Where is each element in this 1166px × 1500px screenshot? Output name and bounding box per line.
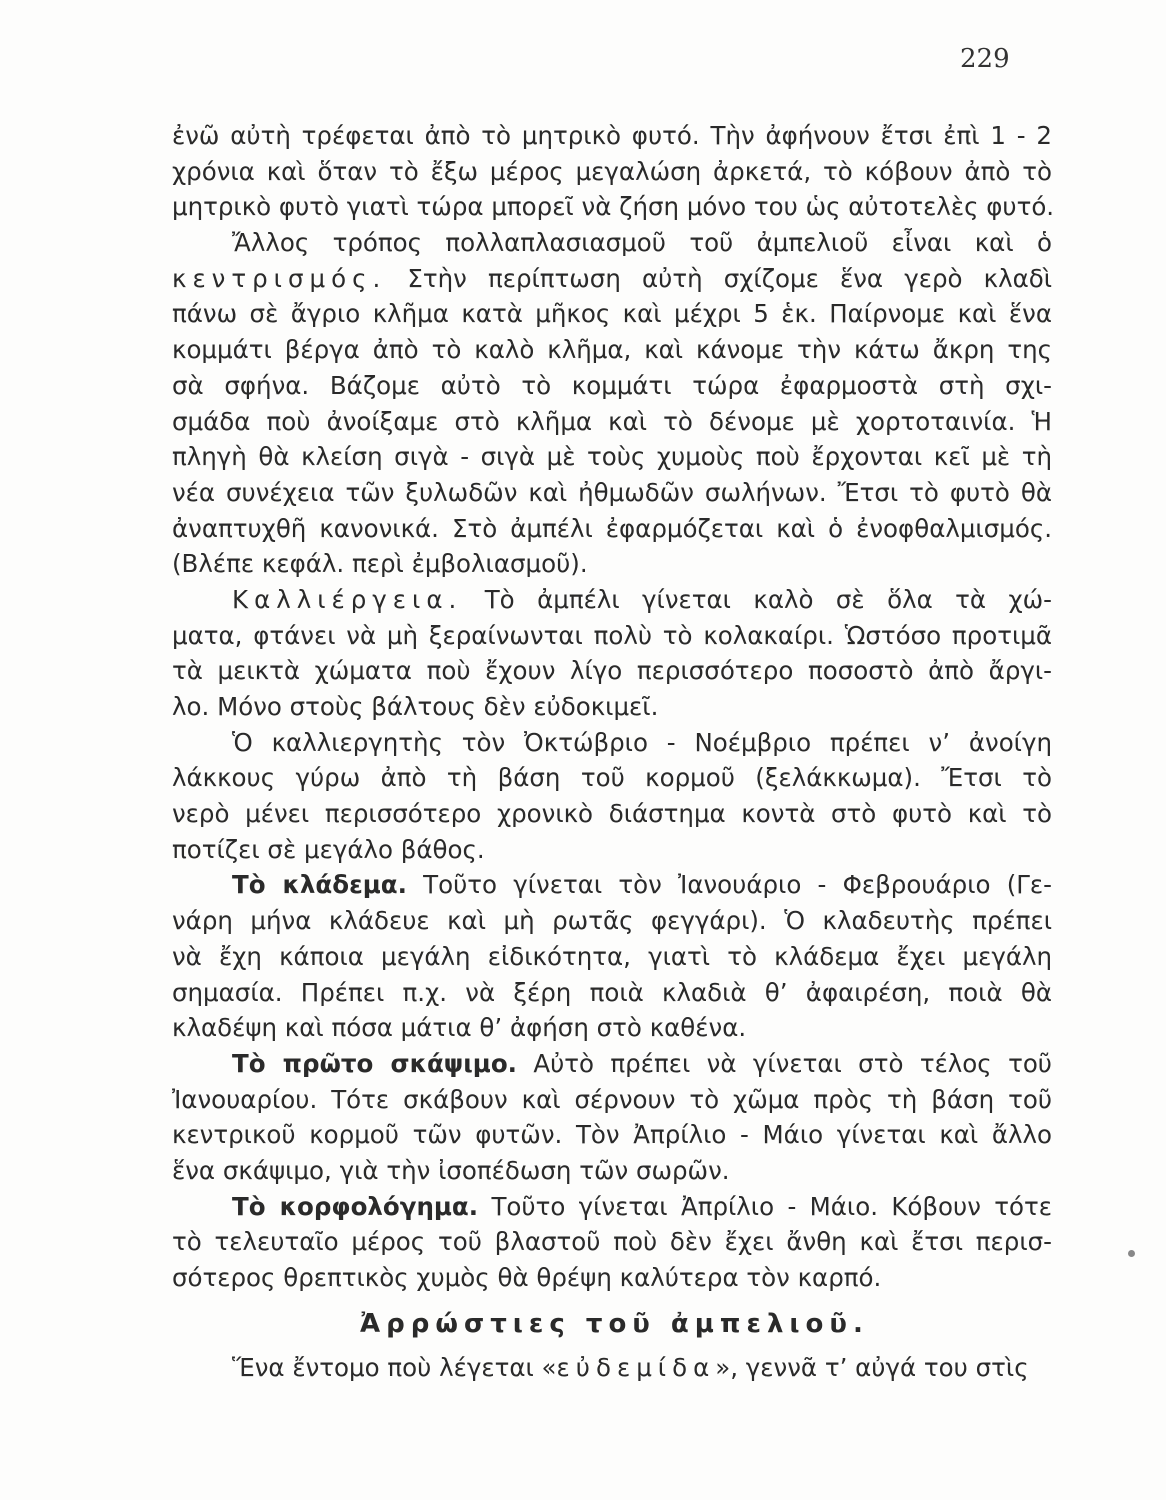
text-span: Αὐτὸ πρέπει νὰ γίνεται στὸ τέλος τοῦ: [533, 1048, 1052, 1078]
subheading-kalliergeia: Καλλιέργεια.: [232, 584, 463, 614]
text-line: Ἄλλος τρόπος πολλαπλασιασμοῦ τοῦ ἀμπελιοῦ εἶναι καὶ ὁ: [232, 228, 1052, 258]
text-line: κεντρικοῦ κορμοῦ τῶν φυτῶν. Τὸν Ἀπρίλιο - Μάιο γίνεται καὶ ἄλλο: [172, 1120, 1052, 1150]
text-line: χρόνια καὶ ὅταν τὸ ἔξω μέρος μεγαλώση ἀρκετά, τὸ κόβουν ἀπὸ τὸ: [172, 156, 1052, 186]
term-eudemida: εὐδεμίδα: [556, 1352, 716, 1382]
text-span: », γεννᾶ τ’ αὐγά του στὶς: [715, 1352, 1029, 1382]
text-line: νάρη μήνα κλάδευε καὶ μὴ ρωτᾶς φεγγάρι). Ὁ κλαδευτὴς πρέπει: [172, 906, 1052, 936]
text-span: Τὸ ἀμπέλι γίνεται καλὸ σὲ ὅλα τὰ χώ-: [484, 584, 1052, 614]
text-line: τὰ μεικτὰ χώματα ποὺ ἔχουν λίγο περισσότερο ποσοστὸ ἀπὸ ἄργι-: [172, 656, 1052, 686]
text-line: ματα, φτάνει νὰ μὴ ξεραίνωνται πολὺ τὸ κολακαίρι. Ὡστόσο προτιμᾶ: [172, 620, 1052, 650]
text-line: σημασία. Πρέπει π.χ. νὰ ξέρη ποιὰ κλαδιὰ θ’ ἀφαιρέση, ποιὰ θὰ: [172, 977, 1052, 1007]
subheading-proto-skapsimo: Τὸ πρῶτο σκάψιμο.: [232, 1048, 517, 1078]
text-line: κλαδέψη καὶ πόσα μάτια θ’ ἀφήση στὸ καθένα.: [172, 1013, 747, 1043]
text-line: λάκκους γύρω ἀπὸ τὴ βάση τοῦ κορμοῦ (ξελάκκωμα). Ἔτσι τὸ: [172, 763, 1052, 793]
text-line: σότερος θρεπτικὸς χυμὸς θὰ θρέψη καλύτερα τὸν καρπό.: [172, 1263, 882, 1292]
text-line: νερὸ μένει περισσότερο χρονικὸ διάστημα κοντὰ στὸ φυτὸ καὶ τὸ: [172, 799, 1052, 829]
subheading-kladema: Τὸ κλάδεμα.: [232, 870, 407, 900]
text-line: ἕνα σκάψιμο, γιὰ τὴν ἰσοπέδωση τῶν σωρῶν.: [172, 1155, 730, 1185]
subheading-korfologima: Τὸ κορφολόγημα.: [232, 1191, 479, 1221]
text-line: Ἰανουαρίου. Τότε σκάβουν καὶ σέρνουν τὸ χῶμα πρὸς τὴ βάση τοῦ: [172, 1084, 1052, 1114]
text-line: μητρικὸ φυτὸ γιατὶ τώρα μπορεῖ νὰ ζήση μόνο του ὡς αὐτοτελὲς φυτό.: [172, 192, 1055, 222]
text-line: [172, 867, 1052, 903]
text-line: (Βλέπε κεφάλ. περὶ ἐμβολιασμοῦ).: [172, 549, 588, 579]
body-text: [172, 118, 1055, 1385]
text-line: πληγὴ θὰ κλείση σιγὰ - σιγὰ μὲ τοὺς χυμοὺς ποὺ ἔρχονται κεῖ μὲ τὴ: [172, 442, 1052, 472]
text-line: Ὁ καλλιεργητὴς τὸν Ὀκτώβριο - Νοέμβριο πρέπει ν’ ἀνοίγη: [232, 727, 1052, 757]
text-line: νὰ ἔχη κάποια μεγάλη εἰδικότητα, γιατὶ τὸ κλάδεμα ἔχει μεγάλη: [172, 941, 1052, 971]
text-line: νέα συνέχεια τῶν ξυλωδῶν καὶ ἠθμωδῶν σωλήνων. Ἔτσι τὸ φυτὸ θὰ: [172, 477, 1052, 507]
text-span: Στὴν περίπτωση αὐτὴ σχίζομε ἕνα γερὸ κλαδὶ: [407, 263, 1052, 293]
text-line: [172, 1189, 1052, 1225]
text-line: [172, 1350, 1052, 1386]
text-line: τὸ τελευταῖο μέρος τοῦ βλαστοῦ ποὺ δὲν ἔχει ἄνθη καὶ ἔτσι περισ-: [172, 1227, 1052, 1257]
text-line: [172, 1046, 1052, 1082]
text-line: [172, 582, 1052, 618]
text-line: πάνω σὲ ἄγριο κλῆμα κατὰ μῆκος καὶ μέχρι 5 ἑκ. Παίρνομε καὶ ἕνα: [172, 299, 1052, 329]
text-span: Ἕνα ἔντομο ποὺ λέγεται «: [232, 1352, 557, 1382]
text-line: ἐνῶ αὐτὴ τρέφεται ἀπὸ τὸ μητρικὸ φυτό. Τὴν ἀφήνουν ἔτσι ἐπὶ 1 - 2: [172, 121, 1052, 150]
text-line: [172, 261, 1052, 297]
text-line: ἀναπτυχθῆ κανονικά. Στὸ ἀμπέλι ἐφαρμόζεται καὶ ὁ ἐνοφθαλμισμός.: [172, 513, 1052, 543]
term-kentrismos: κεντρισμός.: [172, 263, 387, 293]
text-line: λο. Μόνο στοὺς βάλτους δὲν εὐδοκιμεῖ.: [172, 692, 659, 721]
text-line: ποτίζει σὲ μεγάλο βάθος.: [172, 834, 485, 864]
text-line: σὰ σφήνα. Βάζομε αὐτὸ τὸ κομμάτι τώρα ἐφαρμοστὰ στὴ σχι-: [172, 370, 1052, 400]
text-span: Τοῦτο γίνεται τὸν Ἰανουάριο - Φεβρουάριο (Γε-: [423, 870, 1053, 900]
text-line: κομμάτι βέργα ἀπὸ τὸ καλὸ κλῆμα, καὶ κάνομε τὴν κάτω ἄκρη της: [172, 335, 1052, 365]
text-span: Τοῦτο γίνεται Ἀπρίλιο - Μάιο. Κόβουν τότε: [491, 1191, 1053, 1221]
scan-speck: [1128, 1250, 1135, 1257]
text-line: σμάδα ποὺ ἀνοίξαμε στὸ κλῆμα καὶ τὸ δένομε μὲ χορτοταινία. Ἡ: [172, 406, 1052, 436]
page-number: 229: [960, 44, 1010, 74]
section-heading: Ἀρρώστιες τοῦ ἀμπελιοῦ.: [360, 1308, 869, 1339]
